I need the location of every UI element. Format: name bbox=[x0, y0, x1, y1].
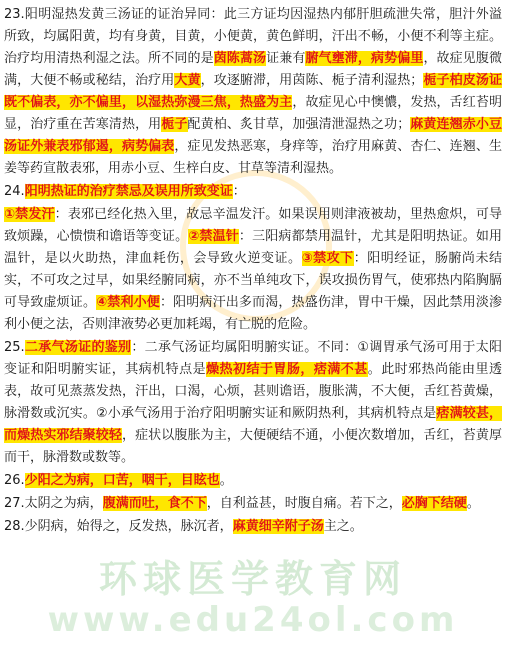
paragraph-item-26 bbox=[4, 470, 502, 492]
highlighted-text: ②禁温针 bbox=[188, 229, 239, 244]
body-text: 。此时邪热尚能由里透表，故可见蒸蒸发热，汗出，口渴，心烦，甚则谵语，腹胀满，不大便，舌红苔黄燥，脉滑数或沉实。②小承气汤用于治疗阳明腑实证和厥阴热利，其病机特点是 bbox=[4, 362, 502, 421]
paragraph-item-24-detail bbox=[4, 204, 502, 336]
paragraph-item-23 bbox=[4, 4, 502, 180]
highlighted-text: 麻黄细辛附子汤 bbox=[232, 519, 324, 534]
body-text: ：阳明病汗出多而渴，热盛伤津，胃中干燥，因此禁用淡渗利小便之法，否则津液势必更加耗竭，有亡脱的危险。 bbox=[4, 295, 502, 332]
paragraph-item-28 bbox=[4, 516, 502, 538]
body-text: ：表邪已经化热入里，故忌辛温发汗。如果误用则津液被劫，里热愈炽，可导致烦躁，心愦愦和谵语等变证。 bbox=[4, 207, 502, 244]
highlighted-text: 茵陈蒿汤 bbox=[213, 51, 267, 66]
body-text: 27.太阴之为病， bbox=[4, 496, 103, 511]
body-text: 。 bbox=[466, 496, 480, 511]
highlighted-text: ①禁发汗 bbox=[4, 207, 55, 222]
highlighted-text: 腑气壅滞，病势偏里 bbox=[305, 51, 424, 66]
highlighted-text: ④禁利小便 bbox=[96, 295, 160, 310]
highlighted-text: 大黄 bbox=[174, 73, 201, 88]
highlighted-text: 痞满较甚，而燥热实邪结聚较轻 bbox=[4, 406, 502, 443]
highlighted-text: 二承气汤证的鉴别 bbox=[24, 340, 132, 355]
body-text: ，自利益甚，时腹自痛。若下之， bbox=[206, 496, 402, 511]
highlighted-text: 栀子 bbox=[161, 117, 188, 132]
body-text: ，故症见心中懊憹，发热，舌红苔明显，治疗重在苦寒清热，用 bbox=[4, 95, 502, 132]
highlighted-text: 少阳之为病，口苦，咽干，目眩也 bbox=[24, 473, 220, 488]
body-text: ，故症见腹微满，大便不畅或秘结，治疗用 bbox=[4, 51, 502, 88]
highlighted-text: 必胸下结硬 bbox=[401, 496, 467, 511]
highlighted-text: 阳明热证的治疗禁忌及误用所致变证 bbox=[24, 184, 233, 199]
watermark-url: www.edu24ol.com bbox=[47, 600, 459, 640]
paragraph-item-25 bbox=[4, 337, 502, 469]
body-text: 主之。 bbox=[323, 519, 363, 534]
body-text: 25. bbox=[4, 340, 25, 355]
body-text: ，攻逐腑滞，用茵陈、栀子清利湿热； bbox=[200, 73, 424, 88]
highlighted-text: 栀子柏皮汤证既不偏表，亦不偏里，以湿热弥漫三焦，热盛为主 bbox=[4, 73, 502, 110]
body-text: ：阳明经证，肠腑尚未结实，不可攻之过早，如果经腑同病，亦不当单纯攻下，误攻损伤胃气，使邪热内陷胸膈可导致虚烦证。 bbox=[4, 251, 502, 310]
highlighted-text: ③禁攻下 bbox=[301, 251, 354, 266]
body-text: ，症状以腹胀为主，大便硬结不通，小便次数增加，舌红，苔黄厚而干，脉滑数或数等。 bbox=[4, 428, 502, 465]
body-text: ：三阳病都禁用温针，尤其是阳明热证。如用温针，是以火助热，津血耗伤，会导致火逆变证。 bbox=[4, 229, 502, 266]
body-text: ，症见发热恶寒，身痒等，治疗用麻黄、杏仁、连翘、生姜等药宣散表邪，用赤小豆、生梓白皮、甘草等清利湿热。 bbox=[4, 139, 502, 176]
body-text: 证兼有 bbox=[266, 51, 306, 66]
body-text: 。 bbox=[219, 473, 233, 488]
highlighted-text: 麻黄连翘赤小豆汤证外兼表邪郁遏，病势偏表 bbox=[4, 117, 502, 154]
body-text: ：二承气汤证均属阳明腑实证。不同：①调胃承气汤可用于太阳变证和阳明腑实证，其病机特点是 bbox=[4, 340, 502, 377]
document-page bbox=[4, 4, 502, 538]
highlighted-text: 燥热初结于胃肠，痞满不甚 bbox=[206, 362, 368, 377]
watermark-text: 环球医学教育网 bbox=[98, 557, 407, 601]
body-text: ： bbox=[232, 184, 246, 199]
body-text: 23.阳明湿热发黄三汤证的证治异同：此三方证均因湿热内郁肝胆疏泄失常，胆汁外溢所致，均属阳黄，均有身黄，目黄，小便黄，黄色鲜明，汗出不畅，小便不利等主症。治疗均用清热利湿之法。所不同的是 bbox=[4, 7, 502, 66]
highlighted-text: 腹满而吐，食不下 bbox=[102, 496, 207, 511]
body-text: 28.少阴病，始得之，反发热，脉沉者， bbox=[4, 519, 233, 534]
body-text: 26. bbox=[4, 473, 25, 488]
paragraph-item-27 bbox=[4, 493, 502, 515]
body-text: 24. bbox=[4, 184, 25, 199]
body-text: 配黄柏、炙甘草，加强清泄湿热之功； bbox=[187, 117, 411, 132]
paragraph-item-24 bbox=[4, 181, 502, 203]
